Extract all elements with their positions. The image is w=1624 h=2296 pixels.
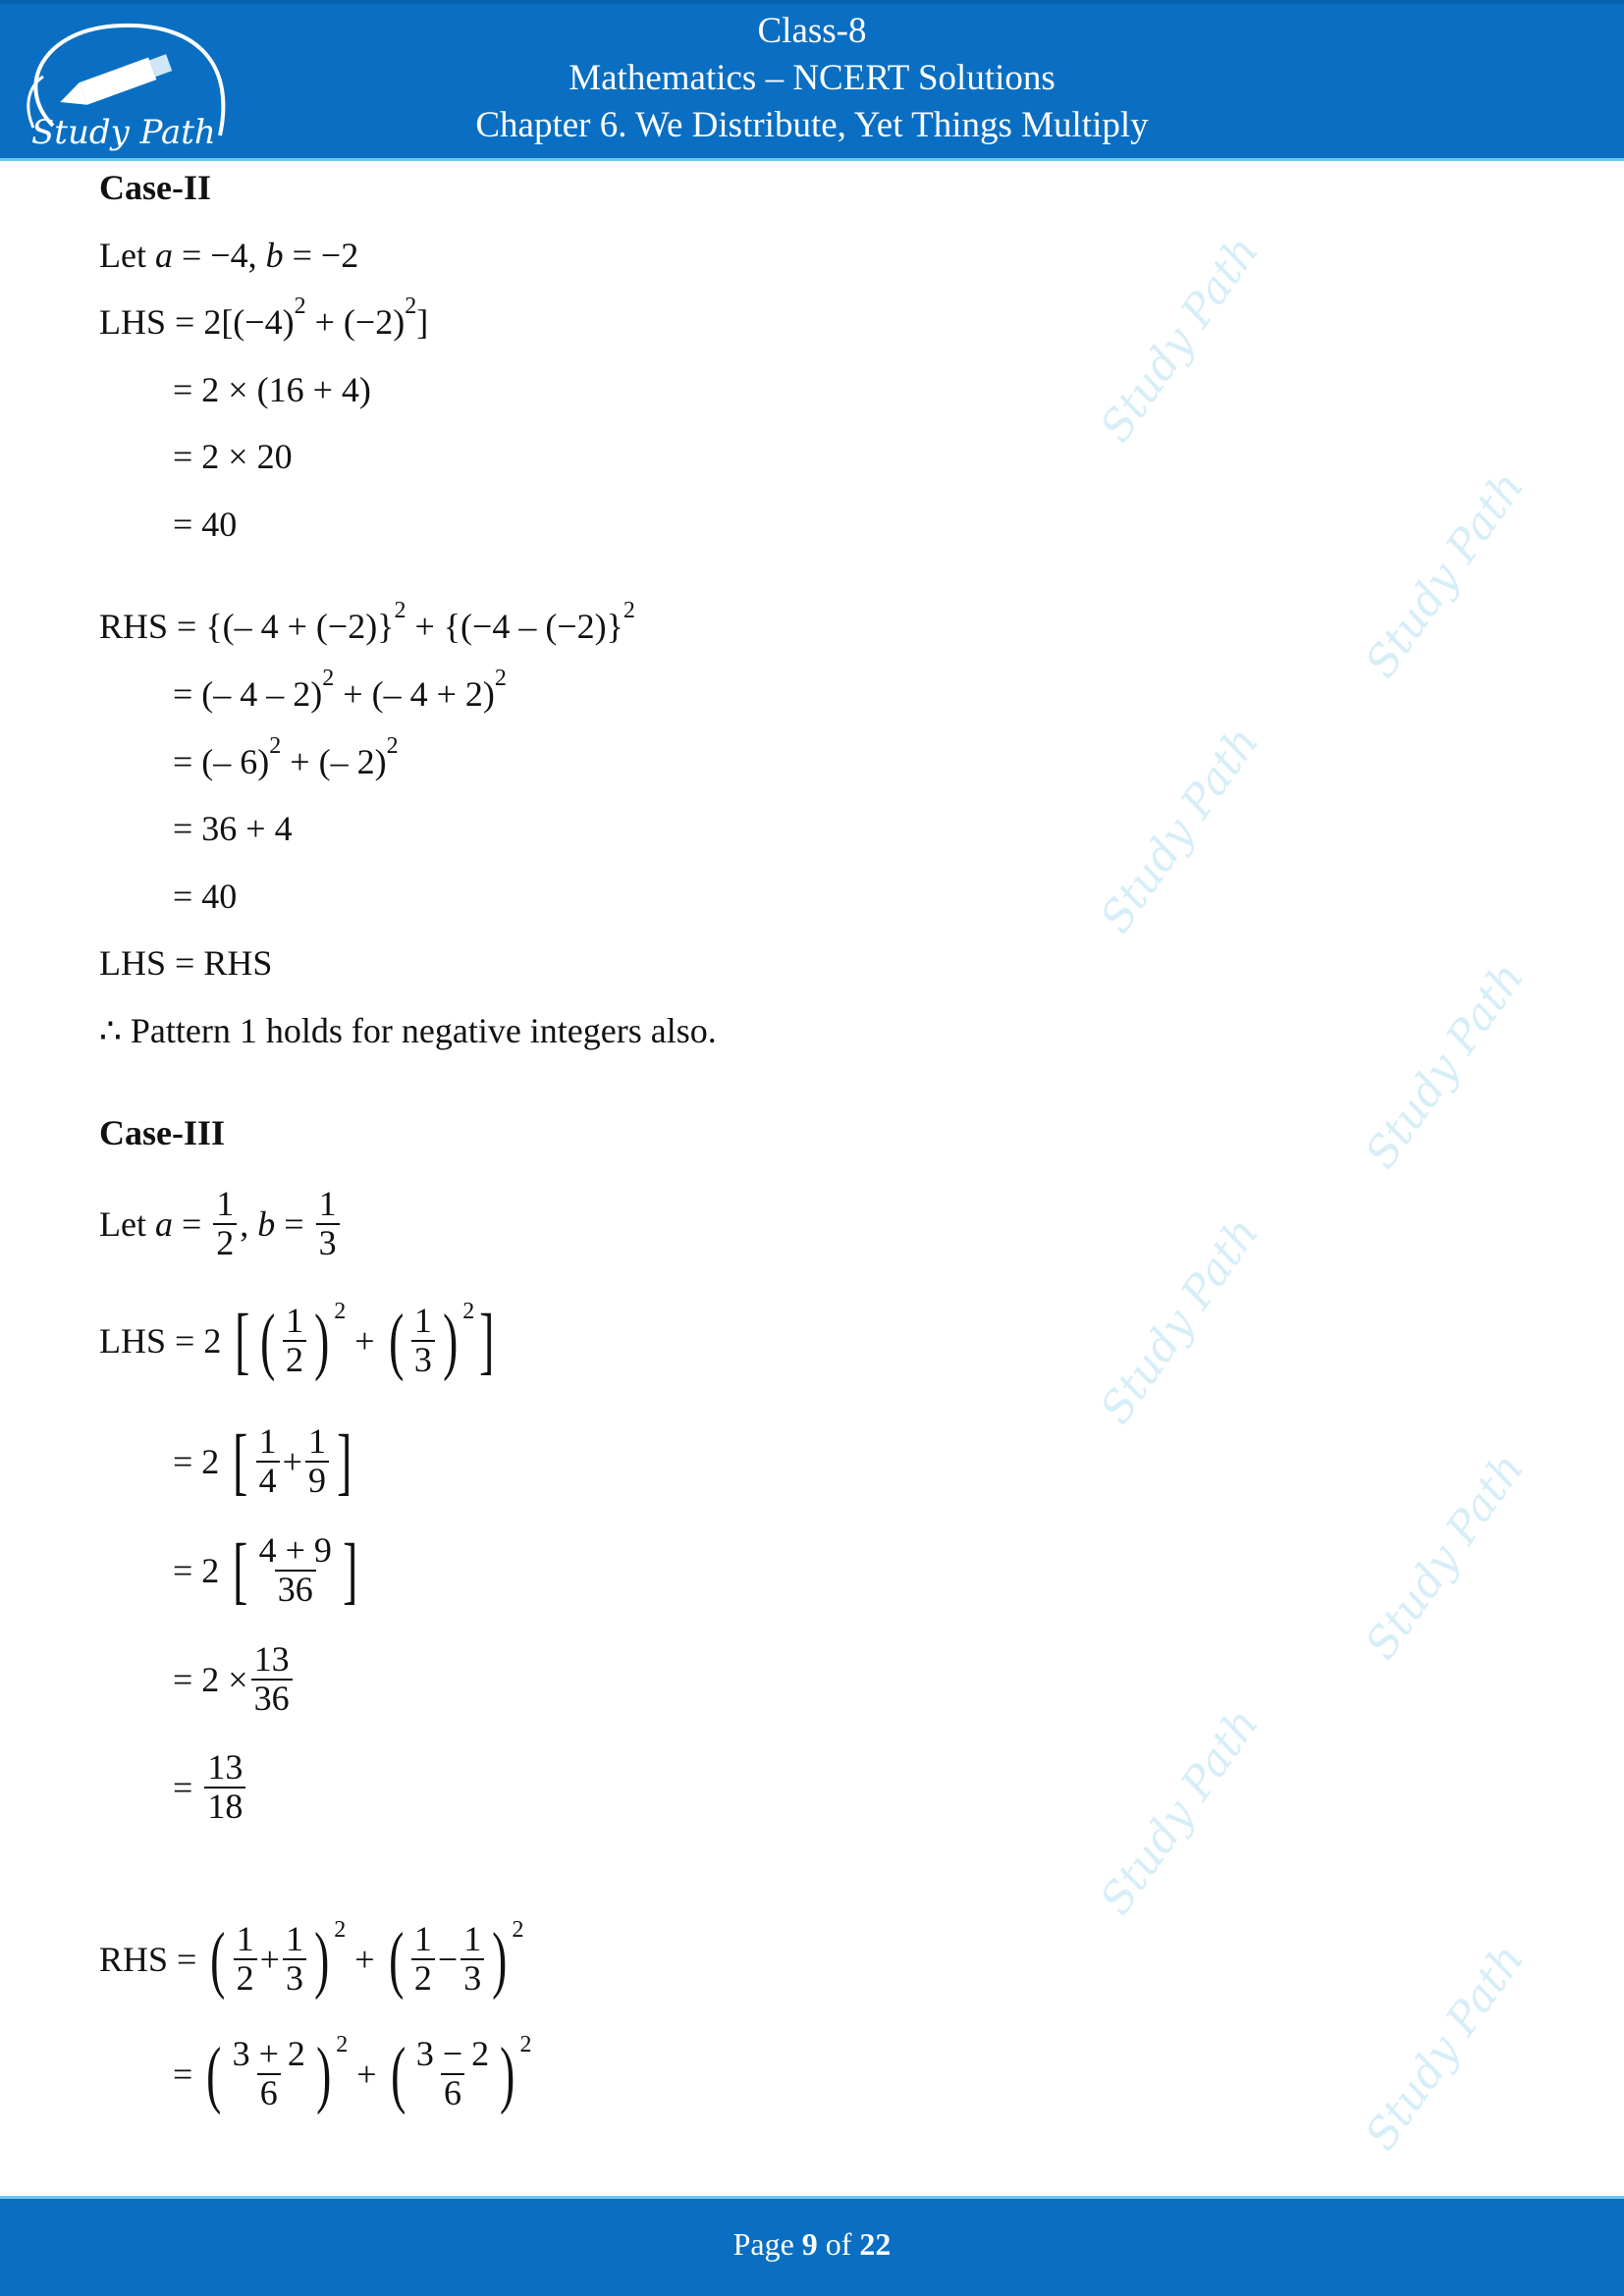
text: Let <box>99 236 155 275</box>
bracket: [ <box>233 1420 248 1503</box>
fraction <box>234 1921 257 1998</box>
class-title: Class-8 <box>757 11 867 51</box>
fraction <box>283 1303 306 1379</box>
text: Let <box>99 1204 155 1244</box>
fraction <box>411 1921 435 1998</box>
text: = 40 <box>173 877 238 916</box>
text: − <box>437 1940 459 1979</box>
of-label: of <box>825 2226 852 2262</box>
math-line <box>173 1743 248 1832</box>
numerator: 1 <box>318 1184 337 1224</box>
fraction <box>413 2036 492 2112</box>
text: LHS = 2[(−4) <box>99 302 295 342</box>
fraction <box>305 1423 329 1500</box>
exponent: 2 <box>269 732 282 759</box>
watermark-text: Study Path <box>1090 227 1270 452</box>
denominator: 6 <box>257 2073 281 2112</box>
variable: b <box>257 1204 276 1244</box>
bracket: ( <box>206 2033 222 2115</box>
numerator: 3 + 2 <box>232 2034 305 2074</box>
numerator: 1 <box>463 1919 482 1959</box>
fraction <box>411 1303 435 1379</box>
bracket: ) <box>316 2033 332 2115</box>
denominator: 3 <box>460 1958 484 1998</box>
bracket: ) <box>500 2033 515 2115</box>
text: Case-II <box>99 168 211 207</box>
denominator: 2 <box>213 1223 237 1262</box>
numerator: 4 + 9 <box>258 1530 332 1571</box>
text: + {(−4 – (−2)} <box>406 607 623 646</box>
bracket: ] <box>479 1300 495 1382</box>
subject-title: Mathematics – NCERT Solutions <box>568 58 1056 98</box>
page-label: Page <box>732 2226 794 2262</box>
bracket: [ <box>233 1529 248 1612</box>
numerator: 1 <box>413 1301 432 1341</box>
watermark-text: Study Path <box>1090 718 1270 942</box>
text: RHS = {(– 4 + (−2)} <box>99 607 395 646</box>
text: + (– 4 + 2) <box>334 674 495 714</box>
numerator: 1 <box>307 1421 326 1462</box>
bracket: ( <box>388 1300 404 1382</box>
exponent: 2 <box>334 1916 347 1943</box>
text: = <box>172 1204 211 1244</box>
math-line <box>99 1180 343 1268</box>
watermark-text: Study Path <box>1090 1208 1270 1433</box>
bracket: ) <box>314 1300 330 1382</box>
page-number <box>0 2226 1624 2263</box>
text: RHS = <box>99 1940 206 1979</box>
watermark-text: Study Path <box>1355 953 1535 1178</box>
exponent: 2 <box>405 293 417 319</box>
numerator: 1 <box>285 1301 303 1341</box>
denominator: 18 <box>204 1787 245 1826</box>
text: = 40 <box>173 505 238 544</box>
bracket: ] <box>343 1529 358 1612</box>
denominator: 9 <box>305 1461 329 1500</box>
exponent: 2 <box>623 597 635 623</box>
denominator: 36 <box>251 1679 293 1718</box>
text: + (– 2) <box>281 742 387 781</box>
math-line <box>173 1635 296 1724</box>
denominator: 4 <box>256 1461 280 1500</box>
exponent: 2 <box>462 1298 475 1324</box>
text: = (– 6) <box>173 742 270 781</box>
bracket: ] <box>337 1420 352 1503</box>
bracket: ( <box>388 1918 404 2001</box>
text: = <box>173 2055 202 2094</box>
text: = 36 + 4 <box>173 809 293 848</box>
fraction <box>204 1749 245 1826</box>
text: = −2 <box>283 236 359 275</box>
exponent: 2 <box>386 732 399 759</box>
svg-text:Study Path: Study Path <box>31 113 216 152</box>
text: = 2 × <box>173 1660 248 1699</box>
fraction <box>460 1921 484 1998</box>
text: = <box>275 1204 313 1244</box>
text: + <box>282 1442 302 1481</box>
watermark-text: Study Path <box>1090 1699 1270 1924</box>
bracket: ) <box>314 1918 330 2001</box>
text: = −4, <box>172 236 266 275</box>
bracket: ) <box>442 1300 459 1382</box>
exponent: 2 <box>336 2031 349 2057</box>
denominator: 2 <box>411 1958 435 1998</box>
chapter-title: Chapter 6. We Distribute, Yet Things Multiply <box>475 105 1149 145</box>
text: LHS = 2 <box>99 1321 231 1361</box>
fraction <box>283 1921 306 1998</box>
denominator: 2 <box>283 1340 306 1379</box>
denominator: 2 <box>234 1958 257 1998</box>
page-header <box>0 0 1624 161</box>
watermark-text: Study Path <box>1355 1444 1535 1669</box>
fraction <box>230 2036 308 2112</box>
denominator: 3 <box>283 1958 306 1998</box>
current-page: 9 <box>801 2226 818 2262</box>
page-footer <box>0 2196 1624 2296</box>
math-line <box>99 1297 500 1385</box>
numerator: 1 <box>258 1421 277 1462</box>
exponent: 2 <box>494 665 507 691</box>
text: + <box>346 1940 384 1979</box>
math-line <box>173 1526 362 1615</box>
text: = <box>173 1768 202 1807</box>
fraction <box>251 1641 293 1718</box>
denominator: 3 <box>411 1340 435 1379</box>
text: + (−2) <box>305 302 406 342</box>
bracket: ( <box>390 2033 406 2115</box>
numerator: 1 <box>216 1184 235 1224</box>
text: LHS = RHS <box>99 943 273 983</box>
math-line <box>173 1417 356 1506</box>
exponent: 2 <box>512 1916 524 1943</box>
numerator: 1 <box>285 1919 303 1959</box>
text: + <box>348 2055 386 2094</box>
text: , <box>240 1204 258 1244</box>
bracket: ( <box>210 1918 226 2001</box>
variable: a <box>154 1204 173 1244</box>
fraction <box>256 1532 335 1609</box>
numerator: 3 − 2 <box>415 2034 490 2074</box>
text: ] <box>416 302 429 342</box>
watermark-text: Study Path <box>1355 1935 1535 2160</box>
math-line <box>99 987 717 1075</box>
exponent: 2 <box>394 597 406 623</box>
text: = (– 4 – 2) <box>173 674 323 714</box>
variable: b <box>265 236 284 275</box>
fraction <box>256 1423 280 1500</box>
variable: a <box>154 236 173 275</box>
text: + <box>346 1321 384 1361</box>
fraction <box>316 1186 340 1262</box>
denominator: 36 <box>275 1570 316 1609</box>
total-pages: 22 <box>859 2226 892 2262</box>
text: = 2 × (16 + 4) <box>173 370 371 409</box>
fraction <box>213 1186 237 1262</box>
denominator: 3 <box>316 1223 340 1262</box>
denominator: 6 <box>441 2073 464 2112</box>
bracket: ( <box>259 1300 275 1382</box>
numerator: 1 <box>413 1919 432 1959</box>
text: = 2 × 20 <box>173 437 293 476</box>
section-heading <box>99 1089 225 1177</box>
exponent: 2 <box>294 293 306 319</box>
math-line <box>173 480 237 568</box>
math-line <box>99 1915 524 2003</box>
numerator: 13 <box>207 1747 244 1788</box>
text: = 2 <box>173 1551 229 1590</box>
text: ∴ Pattern 1 holds for negative integers also. <box>99 1011 717 1050</box>
numerator: 1 <box>236 1919 254 1959</box>
bracket: ) <box>492 1918 508 2001</box>
numerator: 13 <box>253 1639 290 1680</box>
text: Case-III <box>99 1113 226 1152</box>
bracket: [ <box>235 1300 250 1382</box>
math-line <box>173 2030 532 2118</box>
exponent: 2 <box>334 1298 347 1324</box>
exponent: 2 <box>519 2031 532 2057</box>
text: + <box>259 1940 280 1979</box>
watermark-text: Study Path <box>1355 462 1535 687</box>
text: = 2 <box>173 1442 229 1481</box>
exponent: 2 <box>322 665 335 691</box>
